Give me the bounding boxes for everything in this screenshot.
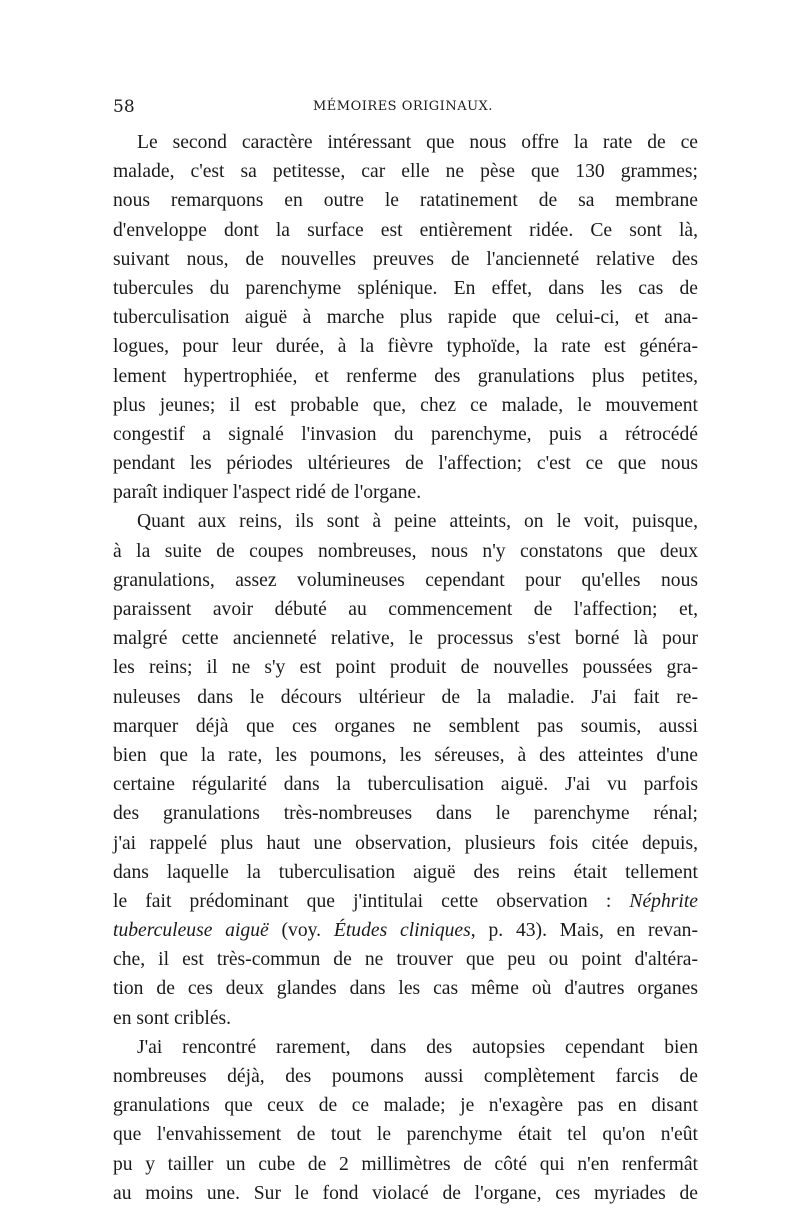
- text-line: en sont criblés.: [113, 1007, 232, 1029]
- text-line: tion de ces deux glandes dans les cas même où d'autres organes: [113, 978, 698, 1000]
- text-line: j'ai rappelé plus haut une observation, plusieurs fois citée depuis,: [113, 832, 698, 854]
- text-line: dans laquelle la tuberculisation aiguë des reins était tellement: [113, 861, 698, 883]
- text-line: d'enveloppe dont la surface est entièrement ridée. Ce sont là,: [113, 219, 698, 241]
- text-line: malgré cette ancienneté relative, le processus s'est borné là pour: [113, 628, 698, 650]
- text-line: J'ai rencontré rarement, dans des autopsies cependant bien: [137, 1036, 698, 1058]
- text-line: que l'envahissement de tout le parenchyme était tel qu'on n'eût: [113, 1124, 698, 1146]
- text-segment: (voy.: [268, 920, 334, 942]
- text-line: pendant les périodes ultérieures de l'affection; c'est ce que nous: [113, 453, 698, 475]
- text-line-with-citation: [113, 916, 698, 945]
- text-line: lement hypertrophiée, et renferme des granulations plus petites,: [113, 365, 698, 387]
- page-number: 58: [113, 97, 135, 117]
- text-line: au moins une. Sur le fond violacé de l'organe, ces myriades de: [113, 1182, 698, 1204]
- italic-title-nephrite: Néphrite: [629, 890, 698, 912]
- text-line: congestif a signalé l'invasion du parenchyme, puis a rétrocédé: [113, 423, 698, 445]
- text-line: suivant nous, de nouvelles preuves de l'ancienneté relative des: [113, 248, 698, 270]
- text-line: certaine régularité dans la tuberculisation aiguë. J'ai vu parfois: [113, 774, 698, 796]
- text-line: che, il est très-commun de ne trouver que peu ou point d'altéra-: [113, 949, 698, 971]
- text-line: les reins; il ne s'y est point produit de nouvelles poussées gra-: [113, 657, 698, 679]
- text-line: bien que la rate, les poumons, les séreuses, à des atteintes d'une: [113, 744, 698, 766]
- italic-title-tuberculeuse: tuberculeuse aiguë: [113, 920, 269, 942]
- italic-ref-etudes: Études cliniques: [333, 920, 471, 942]
- text-line: pu y tailler un cube de 2 millimètres de côté qui n'en renfermât: [113, 1153, 698, 1175]
- text-line: logues, pour leur durée, à la fièvre typhoïde, la rate est généra-: [113, 336, 698, 358]
- book-page: [113, 96, 698, 1208]
- text-line: nombreuses déjà, des poumons aussi complètement farcis de: [113, 1066, 698, 1087]
- text-line: paraissent avoir débuté au commencement de l'affection; et,: [113, 599, 698, 620]
- running-title: MÉMOIRES ORIGINAUX.: [313, 99, 493, 114]
- text-line: Le second caractère intéressant que nous offre la rate de ce: [137, 132, 698, 153]
- text-line: nuleuses dans le décours ultérieur de la maladie. J'ai fait re-: [113, 686, 698, 708]
- text-line: nous remarquons en outre le ratatinement de sa membrane: [113, 190, 698, 212]
- text-segment: , p. 43). Mais, en revan-: [470, 920, 698, 942]
- text-line: tubercules du parenchyme splénique. En effet, dans les cas de: [113, 277, 698, 299]
- text-line: malade, c'est sa petitesse, car elle ne pèse que 130 grammes;: [113, 161, 698, 183]
- text-line-with-citation: [113, 887, 698, 916]
- text-line: des granulations très-nombreuses dans le parenchyme rénal;: [113, 803, 698, 825]
- text-line: à la suite de coupes nombreuses, nous n'y constatons que deux: [113, 540, 698, 562]
- body-text: [113, 128, 698, 1208]
- text-line: tuberculisation aiguë à marche plus rapide que celui-ci, et ana-: [113, 307, 698, 329]
- text-line: marquer déjà que ces organes ne semblent pas soumis, aussi: [113, 715, 698, 737]
- text-line: granulations, assez volumineuses cependant pour qu'elles nous: [113, 569, 698, 591]
- running-head: [113, 96, 698, 118]
- text-line: granulations que ceux de ce malade; je n'exagère pas en disant: [113, 1095, 698, 1117]
- text-segment: le fait prédominant que j'intitulai cette observation :: [113, 890, 630, 912]
- text-line: Quant aux reins, ils sont à peine atteints, on le voit, puisque,: [137, 511, 698, 533]
- text-line: paraît indiquer l'aspect ridé de l'organe.: [113, 482, 422, 504]
- text-line: plus jeunes; il est probable que, chez ce malade, le mouvement: [113, 394, 698, 416]
